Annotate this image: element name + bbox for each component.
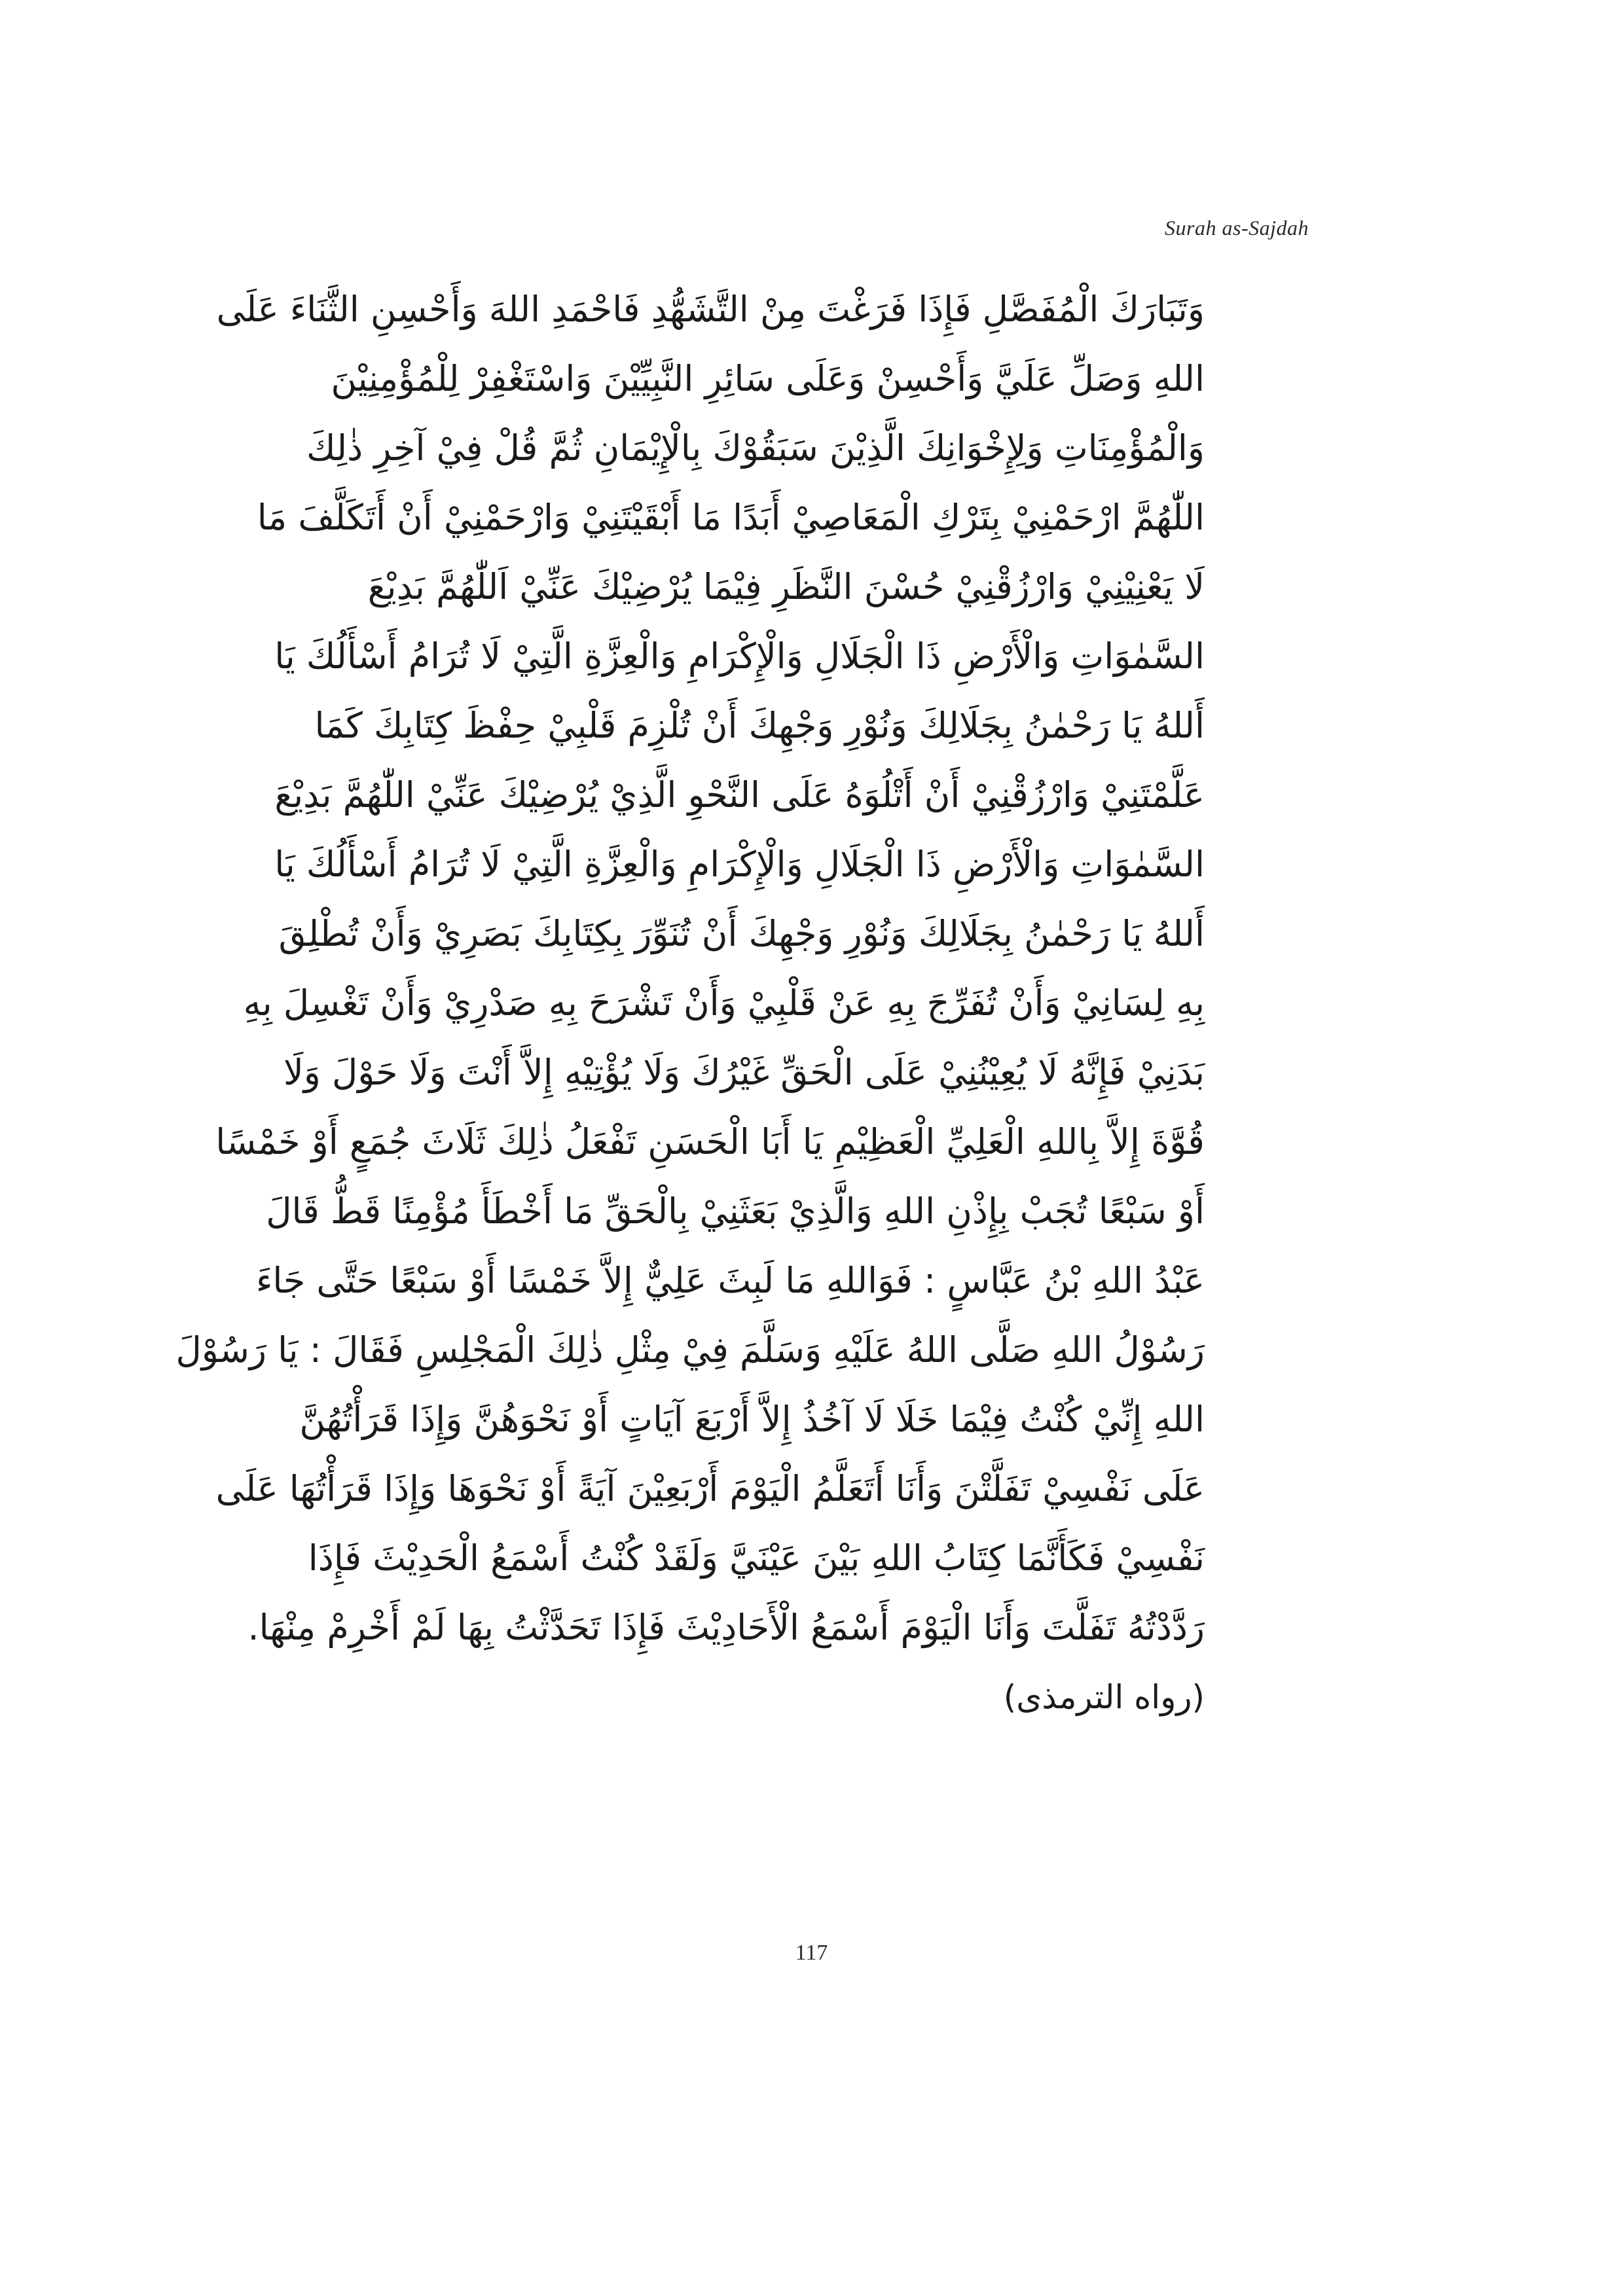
page-number: 117 [795, 1941, 828, 1965]
text-line: رَسُوْلُ اللهِ صَلَّى اللهُ عَلَيْهِ وَسَلَّمَ فِيْ مِثْلِ ذٰلِكَ الْمَجْلِسِ فَقَالَ : يَا رَسُوْلَ [175, 1329, 1205, 1371]
text-line: اللهِ وَصَلِّ عَلَيَّ وَأَحْسِنْ وَعَلَى سَائِرِ النَّبِيِّيْنَ وَاسْتَغْفِرْ لِلْمُؤْمِنِيْنَ [331, 358, 1205, 399]
running-header-title: Surah as-Sajdah [1165, 216, 1309, 240]
text-line: عَبْدُ اللهِ بْنُ عَبَّاسٍ : فَوَاللهِ مَا لَبِثَ عَلِيٌّ إِلاَّ خَمْسًا أَوْ سَبْعًا حَتَّى جَاءَ [256, 1260, 1205, 1301]
arabic-text-block [175, 275, 1205, 1732]
text-line: رَدَّدْتُهُ تَفَلَّتَ وَأَنَا الْيَوْمَ أَسْمَعُ الْأَحَادِيْثَ فَإِذَا تَحَدَّثْتُ بِهَا لَمْ أَخْرِمْ مِنْهَا. [247, 1607, 1205, 1648]
text-line: أَوْ سَبْعًا تُجَبْ بِإِذْنِ اللهِ وَالَّذِيْ بَعَثَنِيْ بِالْحَقِّ مَا أَخْطَأَ مُؤْمِنًا قَطُّ قَالَ [266, 1191, 1205, 1232]
text-line: اللهِ إِنِّيْ كُنْتُ فِيْمَا خَلَا لَا آخُذُ إِلاَّ أَرْبَعَ آيَاتٍ أَوْ نَحْوَهُنَّ وَإِذَا قَرَأْتُهُنَّ [299, 1399, 1205, 1440]
text-line: اللّٰهُمَّ ارْحَمْنِيْ بِتَرْكِ الْمَعَاصِيْ أَبَدًا مَا أَبْقَيْتَنِيْ وَارْحَمْنِيْ أَنْ أَتَكَلَّفَ مَا [257, 497, 1205, 538]
text-line: بَدَنِيْ فَإِنَّهُ لَا يُعِيْنُنِيْ عَلَى الْحَقِّ غَيْرُكَ وَلَا يُؤْتِيْهِ إِلاَّ أَنْتَ وَلَا حَوْلَ وَلَا [283, 1052, 1205, 1093]
text-line: قُوَّةَ إِلاَّ بِاللهِ الْعَلِيِّ الْعَظِيْمِ يَا أَبَا الْحَسَنِ تَفْعَلُ ذٰلِكَ ثَلَاثَ جُمَعٍ أَوْ خَمْسًا [215, 1121, 1205, 1162]
text-line: عَلَّمْتَنِيْ وَارْزُقْنِيْ أَنْ أَتْلُوَهُ عَلَى النَّحْوِ الَّذِيْ يُرْضِيْكَ عَنِّيْ اللّٰهُمَّ بَدِيْعَ [274, 774, 1205, 816]
text-line: وَتَبَارَكَ الْمُفَصَّلِ فَإِذَا فَرَغْتَ مِنْ التَّشَهُّدِ فَاحْمَدِ اللهَ وَأَحْسِنِ الثَّنَاءَ عَلَى [216, 289, 1205, 330]
text-line: وَالْمُؤْمِنَاتِ وَلِإِخْوَانِكَ الَّذِيْنَ سَبَقُوْكَ بِالْإِيْمَانِ ثُمَّ قُلْ فِيْ آخِرِ ذٰلِكَ [306, 427, 1205, 469]
text-line: لَا يَعْنِيْنِيْ وَارْزُقْنِيْ حُسْنَ النَّظَرِ فِيْمَا يُرْضِيْكَ عَنِّيْ اَللّٰهُمَّ بَدِيْعَ [367, 566, 1205, 607]
text-line: السَّمٰوَاتِ وَالْأَرْضِ ذَا الْجَلَالِ وَالْإِكْرَامِ وَالْعِزَّةِ الَّتِيْ لَا تُرَامُ أَسْأَلُكَ يَا [274, 844, 1205, 885]
text-line: أَللهُ يَا رَحْمٰنُ بِجَلَالِكَ وَنُوْرِ وَجْهِكَ أَنْ تُنَوِّرَ بِكِتَابِكَ بَصَرِيْ وَأَنْ تُطْلِقَ [278, 913, 1205, 954]
text-line: نَفْسِيْ فَكَأَنَّمَا كِتَابُ اللهِ بَيْنَ عَيْنَيَّ وَلَقَدْ كُنْتُ أَسْمَعُ الْحَدِيْثَ فَإِذَا [308, 1537, 1205, 1579]
hadith-attribution: (رواه الترمذى) [1003, 1678, 1205, 1716]
text-line: السَّمٰوَاتِ وَالْأَرْضِ ذَا الْجَلَالِ وَالْإِكْرَامِ وَالْعِزَّةِ الَّتِيْ لَا تُرَامُ أَسْأَلُكَ يَا [274, 636, 1205, 677]
text-line: بِهِ لِسَانِيْ وَأَنْ تُفَرِّجَ بِهِ عَنْ قَلْبِيْ وَأَنْ تَشْرَحَ بِهِ صَدْرِيْ وَأَنْ تَغْسِلَ بِهِ [243, 982, 1205, 1024]
text-line: أَللهُ يَا رَحْمٰنُ بِجَلَالِكَ وَنُوْرِ وَجْهِكَ أَنْ تُلْزِمَ قَلْبِيْ حِفْظَ كِتَابِكَ كَمَا [314, 705, 1205, 746]
text-line: عَلَى نَفْسِيْ تَفَلَّتْنَ وَأَنَا أَتَعَلَّمُ الْيَوْمَ أَرْبَعِيْنَ آيَةً أَوْ نَحْوَهَا وَإِذَا قَرَأْتُهَا عَلَى [215, 1468, 1205, 1509]
